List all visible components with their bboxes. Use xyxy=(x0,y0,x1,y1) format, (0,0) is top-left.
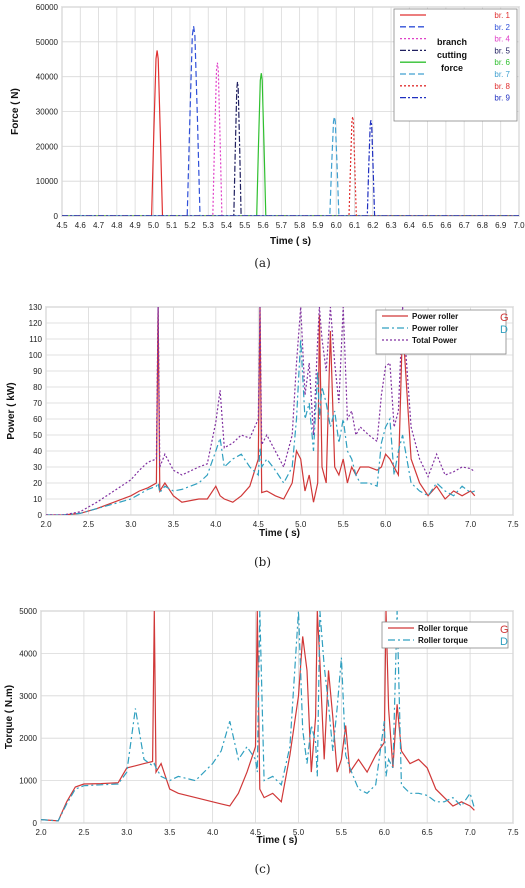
y-tick-label: 100 xyxy=(28,351,42,360)
x-tick-label: 5.1 xyxy=(166,221,178,230)
y-tick-label: 90 xyxy=(33,367,42,376)
x-tick-label: 6.5 xyxy=(422,221,434,230)
x-tick-label: 5.9 xyxy=(312,221,324,230)
x-tick-label: 6.5 xyxy=(421,828,433,837)
y-axis-label: Force ( N) xyxy=(10,88,21,135)
legend-label: br. 8 xyxy=(494,81,510,91)
y-tick-label: 40000 xyxy=(35,72,58,82)
x-tick-label: 7.5 xyxy=(507,520,519,529)
y-tick-label: 10 xyxy=(33,495,42,504)
x-tick-label: 6.9 xyxy=(495,221,507,230)
legend-note: force xyxy=(440,63,464,73)
legend-note: branch xyxy=(436,37,468,47)
legend-label: br. 5 xyxy=(494,46,510,56)
caption-c: (c) xyxy=(254,862,271,876)
x-tick-label: 6.0 xyxy=(378,828,390,837)
x-tick-label: 5.0 xyxy=(147,221,159,230)
y-tick-label: 110 xyxy=(29,335,42,344)
x-tick-label: 4.0 xyxy=(207,828,219,837)
y-axis-label: Power ( kW) xyxy=(6,382,17,440)
y-tick-label: 3000 xyxy=(19,691,37,701)
x-tick-label: 3.0 xyxy=(125,520,137,529)
y-tick-label: 10000 xyxy=(35,177,58,187)
y-tick-label: 80 xyxy=(33,383,42,392)
y-tick-label: 40 xyxy=(33,447,42,456)
legend-label: br. 4 xyxy=(494,34,510,44)
x-tick-label: 4.9 xyxy=(129,221,141,230)
caption-b: (b) xyxy=(253,555,272,569)
x-tick-label: 6.3 xyxy=(385,221,397,230)
x-tick-label: 2.5 xyxy=(78,828,90,837)
x-tick-label: 4.7 xyxy=(92,221,105,230)
y-tick-label: 20 xyxy=(33,479,42,488)
x-tick-label: 3.5 xyxy=(167,520,179,529)
x-tick-label: 7.0 xyxy=(513,221,525,230)
x-tick-label: 5.7 xyxy=(275,221,287,230)
x-tick-label: 2.5 xyxy=(82,520,95,529)
legend-tag: G xyxy=(500,312,509,324)
x-tick-label: 5.5 xyxy=(335,828,347,837)
legend-tag: D xyxy=(500,324,508,336)
x-tick-label: 2.0 xyxy=(40,520,52,529)
x-tick-label: 7.0 xyxy=(464,828,476,837)
x-tick-label: 6.4 xyxy=(403,221,415,230)
x-tick-label: 4.5 xyxy=(56,221,68,230)
legend-note: cutting xyxy=(437,50,467,60)
x-tick-label: 5.6 xyxy=(257,221,269,230)
x-tick-label: 6.5 xyxy=(422,520,434,529)
x-tick-label: 2.0 xyxy=(35,828,47,837)
x-tick-label: 6.0 xyxy=(330,221,342,230)
x-tick-label: 5.0 xyxy=(292,828,305,837)
y-tick-label: 50000 xyxy=(35,37,58,47)
legend-label: Power roller xyxy=(412,324,459,333)
x-tick-label: 6.8 xyxy=(476,221,489,230)
x-tick-label: 7.5 xyxy=(507,828,519,837)
x-tick-label: 4.0 xyxy=(210,520,222,529)
legend-label: Roller torque xyxy=(418,636,468,645)
legend-label: br. 9 xyxy=(494,93,510,103)
x-tick-label: 4.6 xyxy=(74,221,86,230)
x-tick-label: 6.0 xyxy=(380,520,392,529)
x-tick-label: 6.6 xyxy=(440,221,452,230)
y-axis-label: Torque ( N.m) xyxy=(4,684,15,750)
x-tick-label: 6.1 xyxy=(348,221,361,230)
y-tick-label: 0 xyxy=(53,212,58,221)
legend-label: br. 6 xyxy=(494,58,510,68)
y-tick-label: 2000 xyxy=(19,734,37,744)
x-tick-label: 5.2 xyxy=(184,221,196,230)
x-tick-label: 7.0 xyxy=(464,520,477,529)
y-tick-label: 60 xyxy=(33,415,42,424)
x-tick-label: 5.3 xyxy=(202,221,214,230)
x-tick-label: 5.5 xyxy=(337,520,349,529)
legend-label: br. 2 xyxy=(494,22,510,32)
y-tick-label: 4000 xyxy=(19,649,37,659)
legend-label: br. 7 xyxy=(494,70,510,79)
y-tick-label: 30 xyxy=(33,463,42,472)
legend-label: br. 1 xyxy=(494,11,510,20)
x-tick-label: 4.5 xyxy=(249,828,262,837)
y-tick-label: 5000 xyxy=(19,607,37,616)
x-tick-label: 5.0 xyxy=(295,520,307,529)
x-tick-label: 5.8 xyxy=(294,221,306,230)
y-tick-label: 0 xyxy=(32,819,37,828)
y-tick-label: 20000 xyxy=(35,142,58,152)
caption-a: (a) xyxy=(254,256,271,270)
x-tick-label: 6.7 xyxy=(458,221,470,230)
legend-label: Power roller xyxy=(412,312,459,321)
y-tick-label: 70 xyxy=(33,399,42,408)
y-tick-label: 30000 xyxy=(35,107,58,117)
y-tick-label: 50 xyxy=(33,431,42,440)
legend-tag: G xyxy=(500,624,509,636)
legend-tag: D xyxy=(500,636,508,648)
x-tick-label: 3.0 xyxy=(121,828,133,837)
legend-label: Total Power xyxy=(412,336,457,345)
x-axis-label: Time ( s) xyxy=(256,835,298,846)
torque-chart xyxy=(0,600,525,855)
x-tick-label: 3.5 xyxy=(164,828,176,837)
legend-label: Roller torque xyxy=(418,624,468,633)
y-tick-label: 60000 xyxy=(35,3,58,12)
power-chart xyxy=(0,296,525,550)
x-tick-label: 4.5 xyxy=(252,520,264,529)
y-tick-label: 0 xyxy=(37,511,42,520)
x-tick-label: 6.2 xyxy=(367,221,379,230)
x-axis-label: Time ( s) xyxy=(270,236,311,247)
x-tick-label: 4.8 xyxy=(111,221,123,230)
y-tick-label: 130 xyxy=(28,303,42,312)
x-axis-label: Time ( s) xyxy=(259,528,300,539)
y-tick-label: 1000 xyxy=(19,776,37,786)
force-chart xyxy=(0,0,525,250)
x-tick-label: 5.4 xyxy=(220,221,233,230)
y-tick-label: 120 xyxy=(28,319,42,328)
x-tick-label: 5.5 xyxy=(239,221,251,230)
